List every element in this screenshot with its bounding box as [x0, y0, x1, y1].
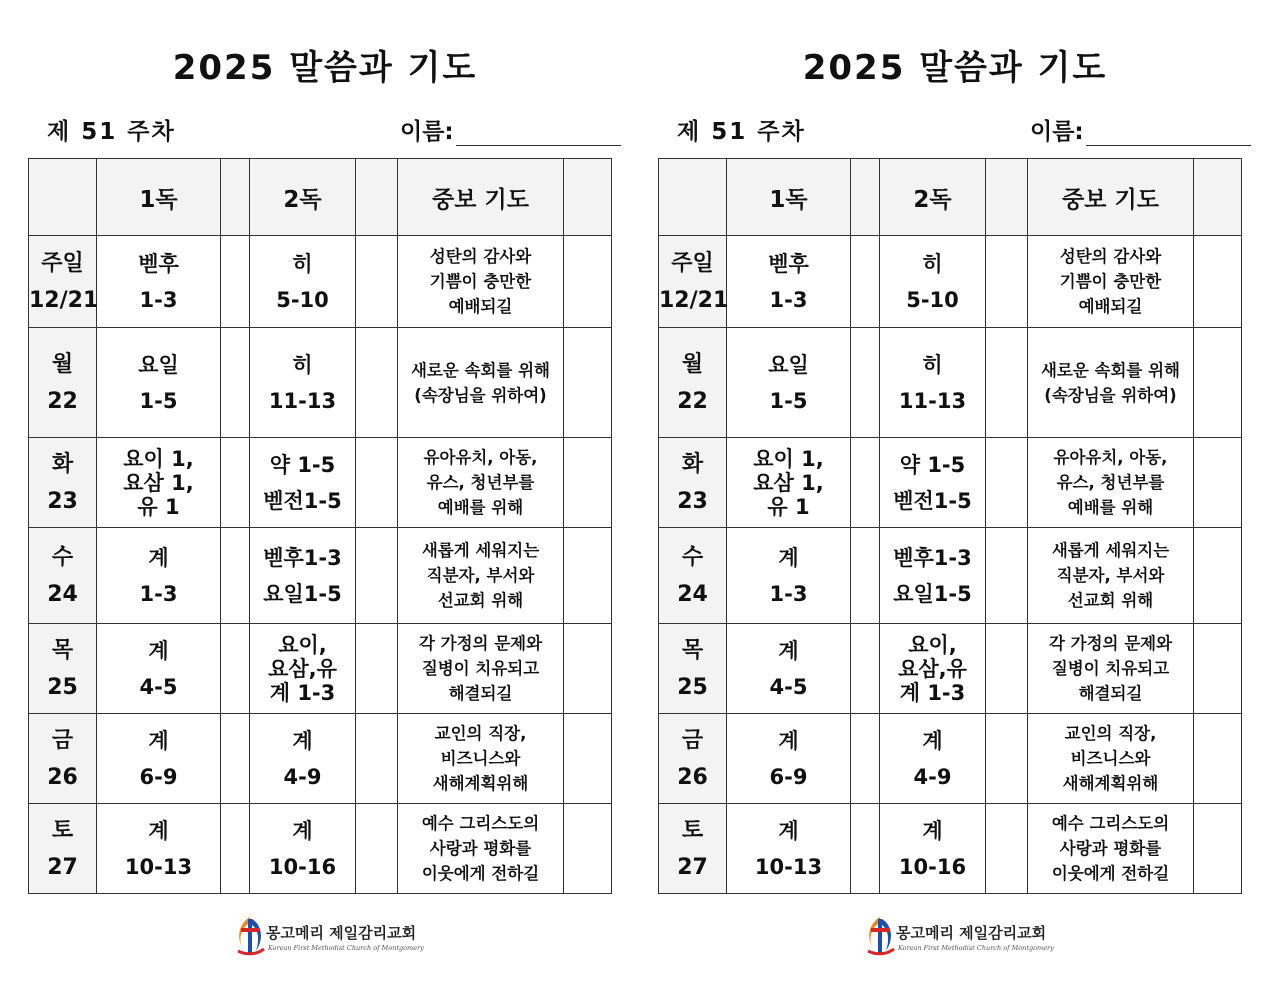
- reading2-check-box[interactable]: [986, 236, 1028, 328]
- day-cell-line: 목: [51, 637, 74, 663]
- prayer-check-box[interactable]: [1194, 236, 1242, 328]
- reading1-cell: [97, 438, 221, 528]
- prayer-cell-line: 예배를 위해: [437, 498, 524, 517]
- day-cell-line: 수: [51, 544, 74, 570]
- table-header-row: [659, 159, 1242, 236]
- table-row: [659, 624, 1242, 714]
- reading2-cell-line: 계: [292, 818, 313, 843]
- reading1-cell-line: 계: [148, 728, 169, 753]
- prayer-cell-line: 직분자, 부서와: [1056, 566, 1165, 585]
- table-row: [659, 528, 1242, 624]
- day-cell: [29, 236, 97, 328]
- prayer-check-box[interactable]: [564, 804, 612, 894]
- reading2-check-box[interactable]: [986, 528, 1028, 624]
- church-logo: [860, 913, 1060, 961]
- church-name-korean: 몽고메리 제일감리교회: [266, 924, 417, 942]
- reading2-cell-line: 벧전1-5: [893, 488, 972, 513]
- header-check1: [851, 159, 880, 236]
- reading2-cell: [880, 714, 986, 804]
- name-field: [400, 113, 621, 146]
- reading2-cell: [250, 438, 356, 528]
- page-title: 2025 말씀과 기도: [172, 48, 478, 88]
- day-cell-line: 주일: [41, 250, 84, 276]
- reading1-cell-line: 요이 1,: [753, 446, 824, 471]
- day-cell-line: 토: [681, 817, 704, 843]
- prayer-cell-line: 사랑과 평화를: [429, 839, 532, 858]
- reading-table: [28, 158, 612, 894]
- reading1-cell: [727, 624, 851, 714]
- reading1-cell: [97, 714, 221, 804]
- reading2-cell-line: 히: [922, 352, 943, 377]
- prayer-cell-line: 유스, 청년부를: [426, 473, 535, 492]
- reading2-cell-line: 히: [292, 352, 313, 377]
- day-cell: [29, 528, 97, 624]
- reading1-check-box[interactable]: [851, 624, 880, 714]
- reading1-cell: [727, 804, 851, 894]
- day-cell: [659, 236, 727, 328]
- reading1-cell-line: 계: [778, 545, 799, 570]
- prayer-cell: [1028, 624, 1194, 714]
- reading1-cell-line: 6-9: [769, 764, 808, 789]
- reading2-cell-line: 4-9: [913, 764, 952, 789]
- table-row: [29, 804, 612, 894]
- reading2-cell: [880, 236, 986, 328]
- prayer-cell-line: 성탄의 감사와: [429, 247, 532, 266]
- reading2-cell-line: 4-9: [283, 764, 322, 789]
- header-check1: [221, 159, 250, 236]
- reading2-cell-line: 요일1-5: [893, 581, 972, 606]
- day-cell: [659, 804, 727, 894]
- reading2-cell-line: 계: [922, 818, 943, 843]
- reading1-cell-line: 1-3: [769, 581, 808, 606]
- reading1-cell-line: 1-5: [769, 388, 808, 413]
- reading2-cell: [880, 804, 986, 894]
- prayer-cell-line: 해결되길: [448, 684, 513, 703]
- reading2-cell-line: 계 1-3: [899, 680, 966, 705]
- page-title: 2025 말씀과 기도: [802, 48, 1108, 88]
- reading2-cell: [250, 328, 356, 438]
- reading1-cell-line: 계: [148, 638, 169, 663]
- prayer-cell-line: 새해계획위해: [432, 774, 529, 793]
- reading1-cell: [97, 236, 221, 328]
- reading2-cell-line: 계: [922, 728, 943, 753]
- day-cell: [29, 438, 97, 528]
- prayer-cell: [1028, 328, 1194, 438]
- reading1-check-box[interactable]: [851, 328, 880, 438]
- reading1-cell-line: 요삼 1,: [753, 470, 824, 495]
- prayer-cell: [398, 328, 564, 438]
- table-row: [29, 714, 612, 804]
- reading2-cell: [880, 328, 986, 438]
- reading1-cell-line: 1-3: [139, 581, 178, 606]
- reading2-check-box[interactable]: [356, 236, 398, 328]
- prayer-cell: [398, 714, 564, 804]
- prayer-cell-line: 예배되길: [448, 297, 513, 316]
- header-check3: [564, 159, 612, 236]
- prayer-check-box[interactable]: [1194, 804, 1242, 894]
- reading1-cell-line: 1-3: [139, 287, 178, 312]
- prayer-check-box[interactable]: [564, 528, 612, 624]
- reading1-cell: [727, 438, 851, 528]
- reading2-cell: [250, 236, 356, 328]
- church-name-english: Korean First Methodist Church of Montgomery: [268, 944, 424, 952]
- day-cell-line: 월: [51, 351, 74, 377]
- table-row: [29, 438, 612, 528]
- reading1-check-box[interactable]: [221, 236, 250, 328]
- day-cell-line: 27: [677, 854, 708, 880]
- reading1-check-box[interactable]: [851, 804, 880, 894]
- reading1-cell-line: 4-5: [139, 674, 178, 699]
- header-check2: [356, 159, 398, 236]
- prayer-cell: [398, 438, 564, 528]
- day-cell-line: 금: [681, 727, 704, 753]
- reading1-check-box[interactable]: [221, 328, 250, 438]
- reading1-cell-line: 1-5: [139, 388, 178, 413]
- prayer-cell-line: (속장님을 위하여): [1044, 385, 1177, 405]
- table-row: [29, 528, 612, 624]
- table-row: [659, 328, 1242, 438]
- day-cell-line: 금: [51, 727, 74, 753]
- reading2-cell-line: 약 1-5: [269, 452, 336, 477]
- reading1-cell-line: 계: [148, 818, 169, 843]
- reading1-check-box[interactable]: [221, 438, 250, 528]
- prayer-cell: [398, 624, 564, 714]
- name-label: 이름:: [1030, 119, 1084, 145]
- day-cell: [659, 328, 727, 438]
- reading2-check-box[interactable]: [986, 804, 1028, 894]
- reading2-check-box[interactable]: [356, 714, 398, 804]
- day-cell-line: 27: [47, 854, 78, 880]
- table-row: [659, 236, 1242, 328]
- reading1-check-box[interactable]: [851, 714, 880, 804]
- reading2-cell-line: 벧전1-5: [263, 488, 342, 513]
- prayer-cell-line: 예수 그리스도의: [421, 814, 540, 833]
- reading1-cell-line: 계: [778, 818, 799, 843]
- reading2-cell: [880, 624, 986, 714]
- name-field: [1030, 113, 1251, 146]
- reading-table: [658, 158, 1242, 894]
- prayer-check-box[interactable]: [1194, 528, 1242, 624]
- reading1-cell: [727, 328, 851, 438]
- reading1-cell-line: 계: [778, 728, 799, 753]
- day-cell-line: 토: [51, 817, 74, 843]
- day-cell: [659, 438, 727, 528]
- day-cell-line: 주일: [671, 250, 714, 276]
- prayer-cell-line: 각 가정의 문제와: [1048, 634, 1173, 653]
- day-cell-line: 26: [47, 764, 78, 790]
- reading2-cell-line: 벧후1-3: [893, 545, 972, 570]
- reading2-cell-line: 10-16: [268, 854, 337, 879]
- day-cell-line: 24: [47, 581, 78, 607]
- day-cell-line: 수: [681, 544, 704, 570]
- reading1-check-box[interactable]: [221, 804, 250, 894]
- day-cell-line: 26: [677, 764, 708, 790]
- reading1-cell-line: 1-3: [769, 287, 808, 312]
- header-read1: 1독: [97, 159, 221, 236]
- reading1-cell: [97, 328, 221, 438]
- prayer-check-box[interactable]: [564, 714, 612, 804]
- header-prayer: 중보 기도: [1028, 159, 1194, 236]
- prayer-cell-line: 기쁨이 충만한: [1059, 272, 1162, 291]
- day-cell: [659, 624, 727, 714]
- reading2-cell: [250, 804, 356, 894]
- header-prayer: 중보 기도: [398, 159, 564, 236]
- prayer-cell-line: 선교회 위해: [437, 591, 524, 610]
- reading2-cell-line: 요삼,유: [268, 656, 337, 681]
- week-label: 제 51 주차: [677, 119, 806, 145]
- reading2-check-box[interactable]: [986, 624, 1028, 714]
- week-label: 제 51 주차: [47, 119, 176, 145]
- day-cell-line: 화: [681, 451, 704, 477]
- prayer-cell-line: 새해계획위해: [1062, 774, 1159, 793]
- day-cell-line: 목: [681, 637, 704, 663]
- day-cell-line: 25: [677, 674, 708, 700]
- prayer-cell-line: 비즈니스와: [1070, 749, 1151, 768]
- prayer-cell-line: 교인의 직장,: [1064, 724, 1157, 743]
- prayer-cell-line: 새롭게 세워지는: [421, 541, 540, 560]
- reading1-cell-line: 6-9: [139, 764, 178, 789]
- table-row: [29, 236, 612, 328]
- table-header-row: [29, 159, 612, 236]
- reading2-cell-line: 히: [292, 251, 313, 276]
- reading1-cell: [727, 236, 851, 328]
- prayer-cell-line: 새롭게 세워지는: [1051, 541, 1170, 560]
- reading1-check-box[interactable]: [221, 714, 250, 804]
- reading1-check-box[interactable]: [851, 528, 880, 624]
- day-cell-line: 12/21: [29, 287, 99, 313]
- prayer-check-box[interactable]: [564, 328, 612, 438]
- reading2-cell-line: 10-16: [898, 854, 967, 879]
- day-cell: [29, 328, 97, 438]
- header-check2: [986, 159, 1028, 236]
- prayer-cell-line: 새로운 속회를 위해: [410, 360, 550, 380]
- prayer-cell-line: 질병이 치유되고: [1051, 659, 1170, 678]
- name-blank-line[interactable]: [1086, 119, 1251, 146]
- reading2-cell-line: 요일1-5: [263, 581, 342, 606]
- prayer-cell: [398, 236, 564, 328]
- reading2-check-box[interactable]: [356, 804, 398, 894]
- reading1-cell-line: 계: [778, 638, 799, 663]
- prayer-cell: [1028, 804, 1194, 894]
- reading2-check-box[interactable]: [986, 438, 1028, 528]
- prayer-cell-line: (속장님을 위하여): [414, 385, 547, 405]
- prayer-cell-line: 성탄의 감사와: [1059, 247, 1162, 266]
- reading2-cell: [250, 624, 356, 714]
- prayer-cell: [1028, 236, 1194, 328]
- prayer-cell-line: 예수 그리스도의: [1051, 814, 1170, 833]
- reading1-cell-line: 요일: [138, 352, 179, 377]
- reading1-cell-line: 계: [148, 545, 169, 570]
- reading2-cell-line: 11-13: [268, 388, 337, 413]
- reading2-cell-line: 히: [922, 251, 943, 276]
- day-cell: [29, 624, 97, 714]
- prayer-check-box[interactable]: [564, 236, 612, 328]
- day-cell-line: 24: [677, 581, 708, 607]
- table-row: [659, 714, 1242, 804]
- reading2-cell-line: 계: [292, 728, 313, 753]
- day-cell-line: 화: [51, 451, 74, 477]
- prayer-cell-line: 예배를 위해: [1067, 498, 1154, 517]
- reading1-cell-line: 유 1: [767, 494, 810, 519]
- day-cell-line: 12/21: [659, 287, 729, 313]
- prayer-cell: [1028, 438, 1194, 528]
- reading1-cell: [727, 714, 851, 804]
- reading2-check-box[interactable]: [356, 328, 398, 438]
- day-cell: [29, 804, 97, 894]
- header-read2: 2독: [250, 159, 356, 236]
- reading2-cell-line: 요삼,유: [898, 656, 967, 681]
- prayer-cell-line: 유스, 청년부를: [1056, 473, 1165, 492]
- name-blank-line[interactable]: [456, 119, 621, 146]
- church-name-english: Korean First Methodist Church of Montgomery: [898, 944, 1054, 952]
- reading2-check-box[interactable]: [986, 714, 1028, 804]
- cross-flame-logo-icon: [860, 913, 900, 957]
- prayer-cell-line: 새로운 속회를 위해: [1040, 360, 1180, 380]
- prayer-check-box[interactable]: [1194, 438, 1242, 528]
- reading1-check-box[interactable]: [221, 528, 250, 624]
- day-cell-line: 22: [47, 388, 78, 414]
- day-cell-line: 월: [681, 351, 704, 377]
- reading1-check-box[interactable]: [851, 438, 880, 528]
- church-name-korean: 몽고메리 제일감리교회: [896, 924, 1047, 942]
- reading1-cell-line: 10-13: [124, 854, 193, 879]
- prayer-cell-line: 유아유치, 아동,: [423, 448, 538, 467]
- reading1-cell-line: 벧후: [768, 251, 809, 276]
- reading1-cell: [97, 804, 221, 894]
- prayer-check-box[interactable]: [1194, 714, 1242, 804]
- day-cell-line: 23: [677, 488, 708, 514]
- reading2-cell-line: 벧후1-3: [263, 545, 342, 570]
- reading2-cell-line: 약 1-5: [899, 452, 966, 477]
- reading2-cell-line: 5-10: [906, 287, 959, 312]
- prayer-check-box[interactable]: [1194, 328, 1242, 438]
- reading2-cell: [880, 438, 986, 528]
- reading1-cell-line: 요이 1,: [123, 446, 194, 471]
- reading1-check-box[interactable]: [851, 236, 880, 328]
- header-day-cell: [659, 159, 727, 236]
- prayer-cell-line: 이웃에게 전하길: [1051, 864, 1170, 883]
- name-label: 이름:: [400, 119, 454, 145]
- prayer-cell-line: 선교회 위해: [1067, 591, 1154, 610]
- reading1-cell: [97, 528, 221, 624]
- reading1-cell: [727, 528, 851, 624]
- prayer-cell-line: 유아유치, 아동,: [1053, 448, 1168, 467]
- reading2-cell-line: 요이,: [908, 632, 957, 657]
- header-read2: 2독: [880, 159, 986, 236]
- prayer-cell: [398, 528, 564, 624]
- table-row: [29, 328, 612, 438]
- reading2-cell: [250, 714, 356, 804]
- cross-flame-logo-icon: [230, 913, 270, 957]
- prayer-cell-line: 각 가정의 문제와: [418, 634, 543, 653]
- reading2-check-box[interactable]: [356, 624, 398, 714]
- reading2-check-box[interactable]: [356, 528, 398, 624]
- reading1-cell-line: 벧후: [138, 251, 179, 276]
- prayer-cell-line: 비즈니스와: [440, 749, 521, 768]
- prayer-cell-line: 기쁨이 충만한: [429, 272, 532, 291]
- reading2-check-box[interactable]: [356, 438, 398, 528]
- reading2-cell-line: 11-13: [898, 388, 967, 413]
- prayer-cell-line: 사랑과 평화를: [1059, 839, 1162, 858]
- prayer-cell-line: 이웃에게 전하길: [421, 864, 540, 883]
- church-logo: [230, 913, 430, 961]
- prayer-cell: [1028, 714, 1194, 804]
- prayer-cell-line: 해결되길: [1078, 684, 1143, 703]
- table-row: [29, 624, 612, 714]
- sheet-left: [25, 0, 625, 989]
- table-row: [659, 438, 1242, 528]
- reading2-check-box[interactable]: [986, 328, 1028, 438]
- day-cell-line: 23: [47, 488, 78, 514]
- reading1-cell-line: 유 1: [137, 494, 180, 519]
- prayer-cell-line: 교인의 직장,: [434, 724, 527, 743]
- prayer-cell-line: 질병이 치유되고: [421, 659, 540, 678]
- prayer-cell: [398, 804, 564, 894]
- reading1-cell-line: 4-5: [769, 674, 808, 699]
- prayer-cell-line: 직분자, 부서와: [426, 566, 535, 585]
- sheet-right: [655, 0, 1255, 989]
- reading1-cell-line: 요삼 1,: [123, 470, 194, 495]
- day-cell: [659, 528, 727, 624]
- reading1-cell: [97, 624, 221, 714]
- prayer-check-box[interactable]: [564, 438, 612, 528]
- reading2-cell-line: 5-10: [276, 287, 329, 312]
- table-row: [659, 804, 1242, 894]
- prayer-cell: [1028, 528, 1194, 624]
- header-check3: [1194, 159, 1242, 236]
- prayer-cell-line: 예배되길: [1078, 297, 1143, 316]
- day-cell: [29, 714, 97, 804]
- day-cell-line: 22: [677, 388, 708, 414]
- reading1-check-box[interactable]: [221, 624, 250, 714]
- reading2-cell: [880, 528, 986, 624]
- reading2-cell: [250, 528, 356, 624]
- prayer-check-box[interactable]: [1194, 624, 1242, 714]
- reading2-cell-line: 계 1-3: [269, 680, 336, 705]
- day-cell-line: 25: [47, 674, 78, 700]
- header-read1: 1독: [727, 159, 851, 236]
- reading2-cell-line: 요이,: [278, 632, 327, 657]
- reading1-cell-line: 10-13: [754, 854, 823, 879]
- reading1-cell-line: 요일: [768, 352, 809, 377]
- header-day-cell: [29, 159, 97, 236]
- day-cell: [659, 714, 727, 804]
- prayer-check-box[interactable]: [564, 624, 612, 714]
